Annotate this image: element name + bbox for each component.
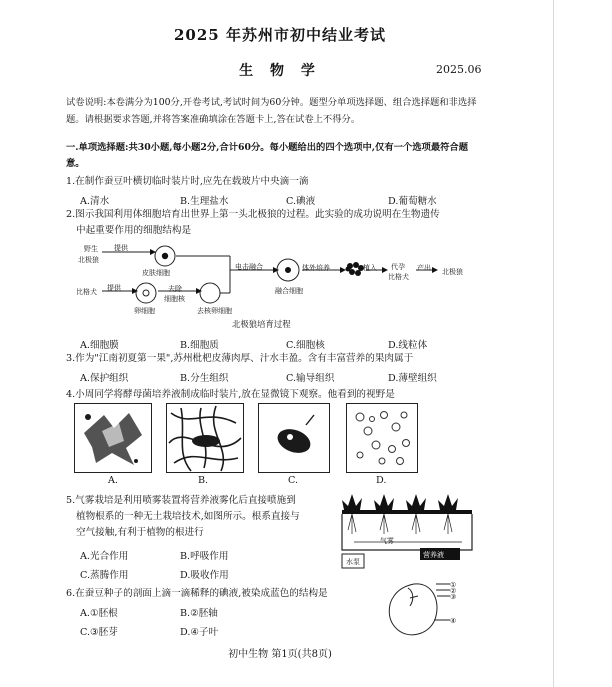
label-surrogate: 代孕 bbox=[391, 263, 405, 271]
label-birth: 产出 bbox=[417, 264, 431, 272]
label-enucleated-egg: 去核卵细胞 bbox=[197, 307, 232, 315]
q3-option-c: C.输导组织 bbox=[286, 373, 335, 384]
q2-stem-line2: 中起重要作用的细胞结构是 bbox=[76, 225, 192, 236]
q5-option-a: A.光合作用 bbox=[80, 551, 129, 562]
q4-stem: 4.小周同学将酵母菌培养液制成临时装片,放在显微镜下观察。他看到的视野是 bbox=[66, 389, 395, 400]
q3-stem: 3.作为"江南初夏第一果",苏州枇杷皮薄肉厚、汁水丰盈。含有丰富营养的果肉属于 bbox=[66, 353, 414, 364]
q4-label-b: B. bbox=[198, 475, 209, 486]
q1-option-b: B.生理盐水 bbox=[180, 196, 229, 207]
q2-stem-line1: 2.图示我国利用体细胞培育出世界上第一头北极狼的过程。此实验的成功说明在生物遗传 bbox=[66, 209, 440, 220]
exam-title: 2025 年苏州市初中结业考试 bbox=[174, 26, 386, 44]
label-extract: 提供 bbox=[114, 244, 128, 252]
label-nucleus: 细胞核 bbox=[164, 295, 185, 303]
q3-option-b: B.分生组织 bbox=[180, 373, 229, 384]
label-mist: 气雾 bbox=[380, 537, 394, 545]
section-1-heading: 一.单项选择题:共30小题,每小题2分,合计60分。每小题给出的四个选项中,仅有一个选项最符合题意。 bbox=[66, 142, 469, 169]
label-electric-fusion: 电击融合 bbox=[235, 263, 263, 271]
q1-option-c: C.碘液 bbox=[286, 196, 316, 207]
subject-title: 生 物 学 bbox=[239, 63, 321, 79]
label-skin-cell: 皮肤细胞 bbox=[142, 269, 170, 277]
label-remove: 去除 bbox=[168, 285, 182, 293]
q2-option-c: C.细胞核 bbox=[286, 340, 325, 351]
exam-instructions: 试卷说明:本卷满分为100分,开卷考试,考试时间为60分钟。题型分单项选择题、组合选择题和非选择题。请根据要求答题,并将答案准确填涂在答题卡上,答在试卷上不得分。 bbox=[66, 97, 477, 125]
label-wild: 野生 bbox=[84, 245, 98, 253]
label-egg-cell: 卵细胞 bbox=[134, 307, 155, 315]
q3-option-a: A.保护组织 bbox=[80, 373, 129, 384]
microscope-view-a bbox=[74, 403, 152, 473]
q5-option-c: C.蒸腾作用 bbox=[80, 570, 129, 581]
q3-option-d: D.薄壁组织 bbox=[388, 373, 437, 384]
label-surrogate-beagle: 比格犬 bbox=[388, 273, 409, 281]
label-beagle: 比格犬 bbox=[76, 288, 97, 296]
label-pump: 水泵 bbox=[346, 558, 360, 566]
page-footer: 初中生物 第1页(共8页) bbox=[228, 649, 332, 660]
q6-option-c: C.③胚芽 bbox=[80, 627, 118, 638]
q2-option-a: A.细胞膜 bbox=[80, 340, 119, 351]
q6-option-d: D.④子叶 bbox=[180, 627, 219, 638]
bean-seed-diagram bbox=[380, 578, 458, 642]
q6-option-b: B.②胚轴 bbox=[180, 608, 218, 619]
label-in-vitro: 体外培养 bbox=[302, 264, 330, 272]
page-edge bbox=[553, 0, 554, 687]
marker-4: ④ bbox=[450, 617, 457, 625]
q5-stem-line2: 植物根系的一种无土栽培技术,如图所示。根系直接与 bbox=[76, 511, 300, 522]
q1-option-a: A.清水 bbox=[80, 196, 110, 207]
label-provide: 提供 bbox=[107, 284, 121, 292]
label-fused-cell: 融合细胞 bbox=[275, 287, 303, 295]
wolf-cloning-diagram bbox=[70, 238, 490, 326]
microscope-view-b bbox=[166, 403, 244, 473]
q4-label-c: C. bbox=[288, 475, 299, 486]
q2-option-d: D.线粒体 bbox=[388, 340, 428, 351]
q5-option-b: B.呼吸作用 bbox=[180, 551, 229, 562]
q5-stem-line3: 空气接触,有利于植物的根进行 bbox=[76, 527, 204, 538]
q5-option-d: D.吸收作用 bbox=[180, 570, 229, 581]
q1-option-d: D.葡萄糖水 bbox=[388, 196, 437, 207]
diagram-caption: 北极狼培育过程 bbox=[232, 319, 291, 329]
label-wild-arctic-wolf: 北极狼 bbox=[78, 256, 99, 264]
q4-label-a: A. bbox=[108, 475, 118, 486]
q1-stem: 1.在制作蚕豆叶横切临时装片时,应先在载玻片中央滴一滴 bbox=[66, 176, 309, 187]
marker-3: ③ bbox=[450, 593, 457, 601]
label-arctic-wolf: 北极狼 bbox=[442, 268, 463, 276]
q2-option-b: B.细胞质 bbox=[180, 340, 219, 351]
q6-stem: 6.在蚕豆种子的剖面上滴一滴稀释的碘液,被染成蓝色的结构是 bbox=[66, 588, 328, 599]
marker-2: ② bbox=[450, 587, 457, 595]
aeroponics-diagram bbox=[340, 492, 480, 578]
exam-date: 2025.06 bbox=[436, 63, 482, 76]
q6-option-a: A.①胚根 bbox=[80, 608, 118, 619]
microscope-view-c bbox=[258, 403, 330, 473]
label-implant: 植入 bbox=[363, 264, 377, 272]
q5-stem-line1: 5.气雾栽培是利用喷雾装置将营养液雾化后直接喷施到 bbox=[66, 495, 296, 506]
microscope-view-d bbox=[346, 403, 418, 473]
q4-label-d: D. bbox=[376, 475, 387, 486]
marker-1: ① bbox=[450, 581, 457, 589]
label-nutrient-solution: 营养液 bbox=[423, 551, 444, 559]
